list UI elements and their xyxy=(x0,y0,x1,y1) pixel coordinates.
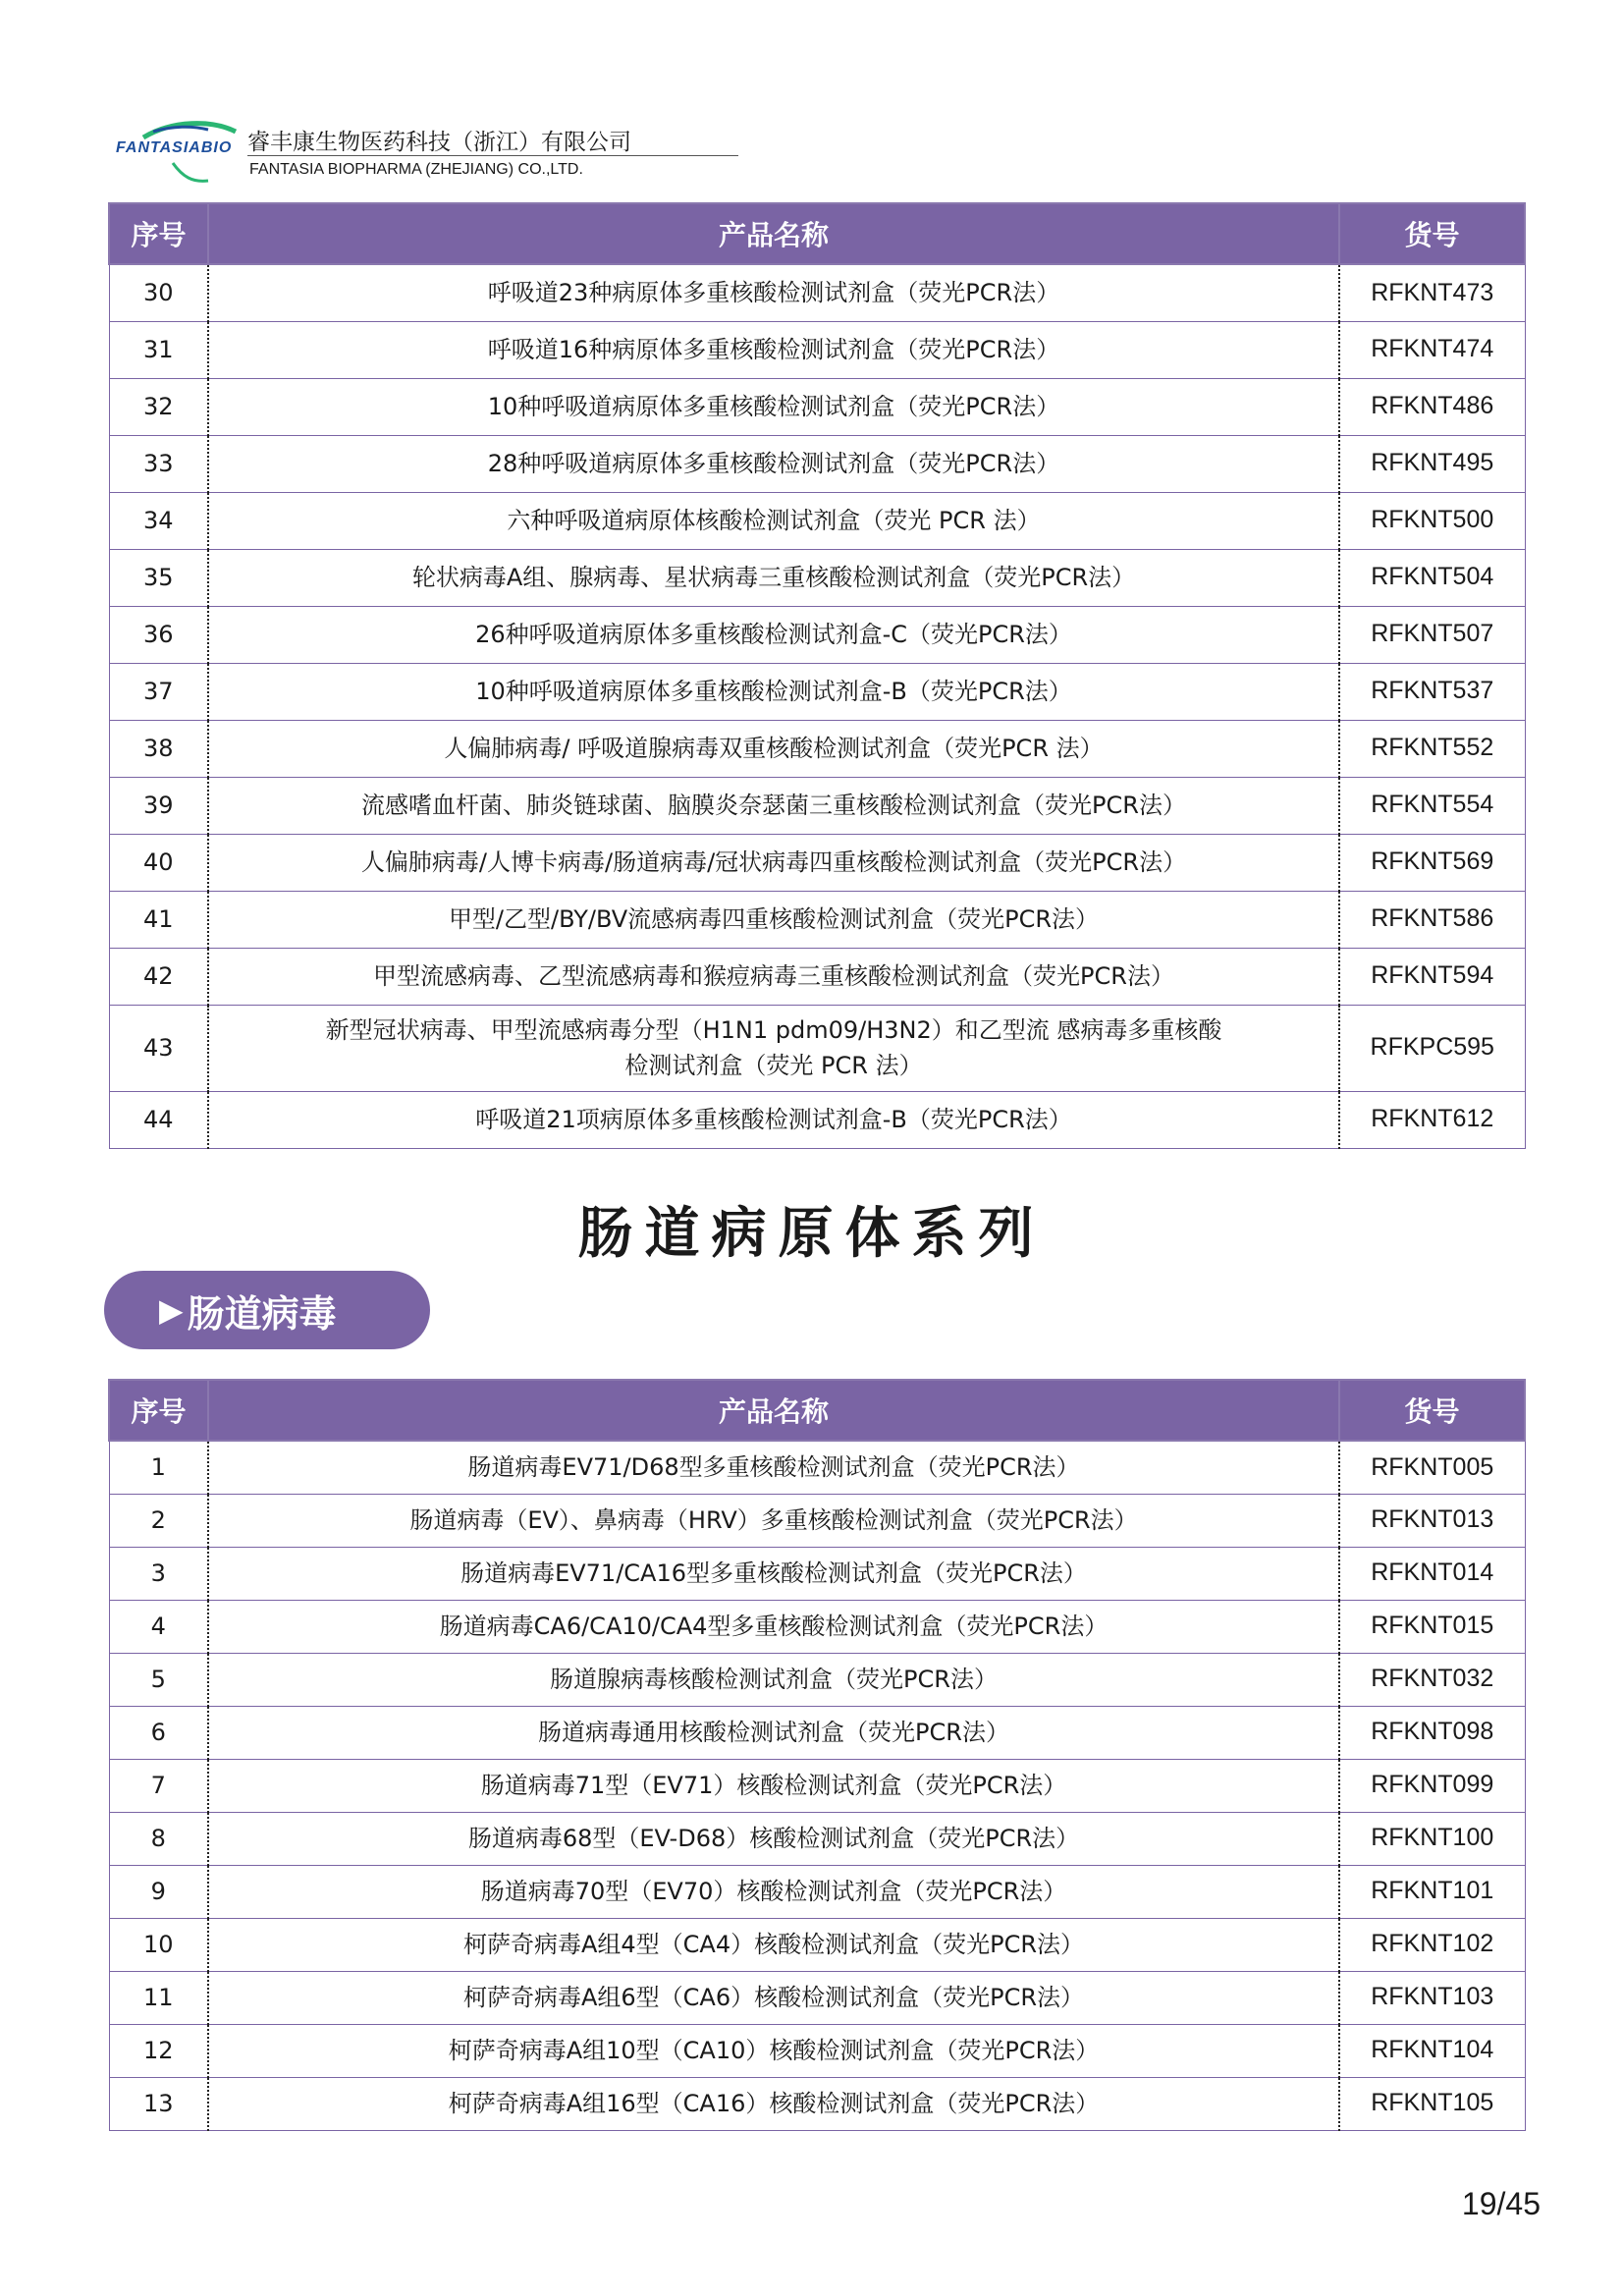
column-header-name: 产品名称 xyxy=(208,1380,1339,1441)
product-name: 肠道病毒通用核酸检测试剂盒（荧光PCR法） xyxy=(208,1706,1339,1759)
table-row xyxy=(109,1759,1525,1812)
product-name: 肠道病毒CA6/CA10/CA4型多重核酸检测试剂盒（荧光PCR法） xyxy=(208,1600,1339,1653)
product-code: RFKNT103 xyxy=(1339,1971,1525,2024)
table-row xyxy=(109,1812,1525,1865)
table-row xyxy=(109,720,1525,777)
product-name: 26种呼吸道病原体多重核酸检测试剂盒-C（荧光PCR法） xyxy=(208,606,1339,663)
product-code: RFKNT586 xyxy=(1339,891,1525,948)
product-name: 28种呼吸道病原体多重核酸检测试剂盒（荧光PCR法） xyxy=(208,435,1339,492)
product-name: 柯萨奇病毒A组10型（CA10）核酸检测试剂盒（荧光PCR法） xyxy=(208,2024,1339,2077)
product-name: 柯萨奇病毒A组16型（CA16）核酸检测试剂盒（荧光PCR法） xyxy=(208,2077,1339,2130)
table-row xyxy=(109,1706,1525,1759)
product-name: 肠道病毒（EV）、鼻病毒（HRV）多重核酸检测试剂盒（荧光PCR法） xyxy=(208,1494,1339,1547)
respiratory-products-table xyxy=(108,202,1526,1149)
product-name xyxy=(208,1005,1339,1091)
product-code: RFKNT013 xyxy=(1339,1494,1525,1547)
product-name: 轮状病毒A组、腺病毒、星状病毒三重核酸检测试剂盒（荧光PCR法） xyxy=(208,549,1339,606)
product-name: 甲型流感病毒、乙型流感病毒和猴痘病毒三重核酸检测试剂盒（荧光PCR法） xyxy=(208,948,1339,1005)
product-code: RFKNT594 xyxy=(1339,948,1525,1005)
row-index: 7 xyxy=(109,1759,208,1812)
table-row xyxy=(109,606,1525,663)
table-row xyxy=(109,948,1525,1005)
row-index: 31 xyxy=(109,321,208,378)
table-row xyxy=(109,378,1525,435)
product-code: RFKNT507 xyxy=(1339,606,1525,663)
row-index: 44 xyxy=(109,1091,208,1148)
table-row xyxy=(109,1091,1525,1148)
product-code: RFKNT102 xyxy=(1339,1918,1525,1971)
row-index: 43 xyxy=(109,1005,208,1091)
table-row xyxy=(109,2024,1525,2077)
table-row xyxy=(109,1441,1525,1494)
table-row xyxy=(109,1494,1525,1547)
table-row xyxy=(109,321,1525,378)
row-index: 37 xyxy=(109,663,208,720)
column-header-code: 货号 xyxy=(1339,1380,1525,1441)
row-index: 42 xyxy=(109,948,208,1005)
enteric-products-table xyxy=(108,1379,1526,2131)
product-name: 肠道病毒EV71/CA16型多重核酸检测试剂盒（荧光PCR法） xyxy=(208,1547,1339,1600)
product-code: RFKNT569 xyxy=(1339,834,1525,891)
table-row xyxy=(109,777,1525,834)
logo-text: FANTASIABIO xyxy=(116,139,233,156)
product-name: 呼吸道23种病原体多重核酸检测试剂盒（荧光PCR法） xyxy=(208,264,1339,321)
product-name: 肠道病毒68型（EV-D68）核酸检测试剂盒（荧光PCR法） xyxy=(208,1812,1339,1865)
page-number: 19/45 xyxy=(1461,2186,1541,2221)
row-index: 9 xyxy=(109,1865,208,1918)
column-header-index: 序号 xyxy=(109,203,208,264)
table-row xyxy=(109,1653,1525,1706)
product-code: RFKNT554 xyxy=(1339,777,1525,834)
product-code: RFKNT473 xyxy=(1339,264,1525,321)
product-name: 柯萨奇病毒A组6型（CA6）核酸检测试剂盒（荧光PCR法） xyxy=(208,1971,1339,2024)
row-index: 35 xyxy=(109,549,208,606)
product-code: RFKNT537 xyxy=(1339,663,1525,720)
product-name: 呼吸道16种病原体多重核酸检测试剂盒（荧光PCR法） xyxy=(208,321,1339,378)
product-name: 人偏肺病毒/人博卡病毒/肠道病毒/冠状病毒四重核酸检测试剂盒（荧光PCR法） xyxy=(208,834,1339,891)
row-index: 38 xyxy=(109,720,208,777)
subsection-label xyxy=(104,1271,430,1349)
product-code: RFKNT500 xyxy=(1339,492,1525,549)
product-code: RFKNT104 xyxy=(1339,2024,1525,2077)
product-code: RFKNT032 xyxy=(1339,1653,1525,1706)
product-code: RFKNT504 xyxy=(1339,549,1525,606)
row-index: 13 xyxy=(109,2077,208,2130)
row-index: 5 xyxy=(109,1653,208,1706)
row-index: 40 xyxy=(109,834,208,891)
row-index: 33 xyxy=(109,435,208,492)
product-code: RFKNT015 xyxy=(1339,1600,1525,1653)
row-index: 36 xyxy=(109,606,208,663)
product-code: RFKNT552 xyxy=(1339,720,1525,777)
row-index: 39 xyxy=(109,777,208,834)
row-index: 3 xyxy=(109,1547,208,1600)
table-row xyxy=(109,1600,1525,1653)
table-row xyxy=(109,891,1525,948)
product-name: 甲型/乙型/BY/BV流感病毒四重核酸检测试剂盒（荧光PCR法） xyxy=(208,891,1339,948)
row-index: 34 xyxy=(109,492,208,549)
product-code: RFKNT612 xyxy=(1339,1091,1525,1148)
table-row xyxy=(109,1918,1525,1971)
product-name-line: 检测试剂盒（荧光 PCR 法） xyxy=(624,1052,923,1079)
product-name: 肠道病毒71型（EV71）核酸检测试剂盒（荧光PCR法） xyxy=(208,1759,1339,1812)
product-name: 10种呼吸道病原体多重核酸检测试剂盒-B（荧光PCR法） xyxy=(208,663,1339,720)
company-name-cn: 睿丰康生物医药科技（浙江）有限公司 xyxy=(247,130,631,155)
table-row xyxy=(109,1865,1525,1918)
product-code: RFKNT474 xyxy=(1339,321,1525,378)
product-code: RFKNT105 xyxy=(1339,2077,1525,2130)
table-row xyxy=(109,834,1525,891)
row-index: 11 xyxy=(109,1971,208,2024)
product-code: RFKNT486 xyxy=(1339,378,1525,435)
product-name-line: 新型冠状病毒、甲型流感病毒分型（H1N1 pdm09/H3N2）和乙型流 感病毒多重核酸 xyxy=(325,1016,1222,1044)
column-header-index: 序号 xyxy=(109,1380,208,1441)
section-title: 肠道病原体系列 xyxy=(577,1202,1046,1266)
product-code: RFKNT005 xyxy=(1339,1441,1525,1494)
row-index: 6 xyxy=(109,1706,208,1759)
row-index: 41 xyxy=(109,891,208,948)
product-name: 肠道腺病毒核酸检测试剂盒（荧光PCR法） xyxy=(208,1653,1339,1706)
product-name: 10种呼吸道病原体多重核酸检测试剂盒（荧光PCR法） xyxy=(208,378,1339,435)
header-divider xyxy=(247,155,738,156)
column-header-name: 产品名称 xyxy=(208,203,1339,264)
table-row xyxy=(109,264,1525,321)
table-row xyxy=(109,1005,1525,1091)
table-row xyxy=(109,435,1525,492)
table-row xyxy=(109,1971,1525,2024)
product-code: RFKNT495 xyxy=(1339,435,1525,492)
table-row xyxy=(109,492,1525,549)
table-row xyxy=(109,549,1525,606)
table-row xyxy=(109,663,1525,720)
row-index: 12 xyxy=(109,2024,208,2077)
table-header-row xyxy=(109,1380,1525,1441)
product-name: 肠道病毒70型（EV70）核酸检测试剂盒（荧光PCR法） xyxy=(208,1865,1339,1918)
product-code: RFKNT014 xyxy=(1339,1547,1525,1600)
product-name: 柯萨奇病毒A组4型（CA4）核酸检测试剂盒（荧光PCR法） xyxy=(208,1918,1339,1971)
table-header-row xyxy=(109,203,1525,264)
product-name: 肠道病毒EV71/D68型多重核酸检测试剂盒（荧光PCR法） xyxy=(208,1441,1339,1494)
row-index: 1 xyxy=(109,1441,208,1494)
row-index: 30 xyxy=(109,264,208,321)
product-code: RFKNT101 xyxy=(1339,1865,1525,1918)
row-index: 10 xyxy=(109,1918,208,1971)
company-name-en: FANTASIA BIOPHARMA (ZHEJIANG) CO.,LTD. xyxy=(249,161,583,178)
row-index: 2 xyxy=(109,1494,208,1547)
product-name: 呼吸道21项病原体多重核酸检测试剂盒-B（荧光PCR法） xyxy=(208,1091,1339,1148)
table-row xyxy=(109,1547,1525,1600)
product-name: 流感嗜血杆菌、肺炎链球菌、脑膜炎奈瑟菌三重核酸检测试剂盒（荧光PCR法） xyxy=(208,777,1339,834)
product-code: RFKNT098 xyxy=(1339,1706,1525,1759)
row-index: 4 xyxy=(109,1600,208,1653)
row-index: 8 xyxy=(109,1812,208,1865)
play-arrow-icon: ▶ xyxy=(159,1291,184,1329)
subsection-label-text: 肠道病毒 xyxy=(187,1291,337,1336)
product-code: RFKPC595 xyxy=(1339,1005,1525,1091)
column-header-code: 货号 xyxy=(1339,203,1525,264)
row-index: 32 xyxy=(109,378,208,435)
product-code: RFKNT100 xyxy=(1339,1812,1525,1865)
product-code: RFKNT099 xyxy=(1339,1759,1525,1812)
product-name: 六种呼吸道病原体核酸检测试剂盒（荧光 PCR 法） xyxy=(208,492,1339,549)
table-row xyxy=(109,2077,1525,2130)
product-name: 人偏肺病毒/ 呼吸道腺病毒双重核酸检测试剂盒（荧光PCR 法） xyxy=(208,720,1339,777)
